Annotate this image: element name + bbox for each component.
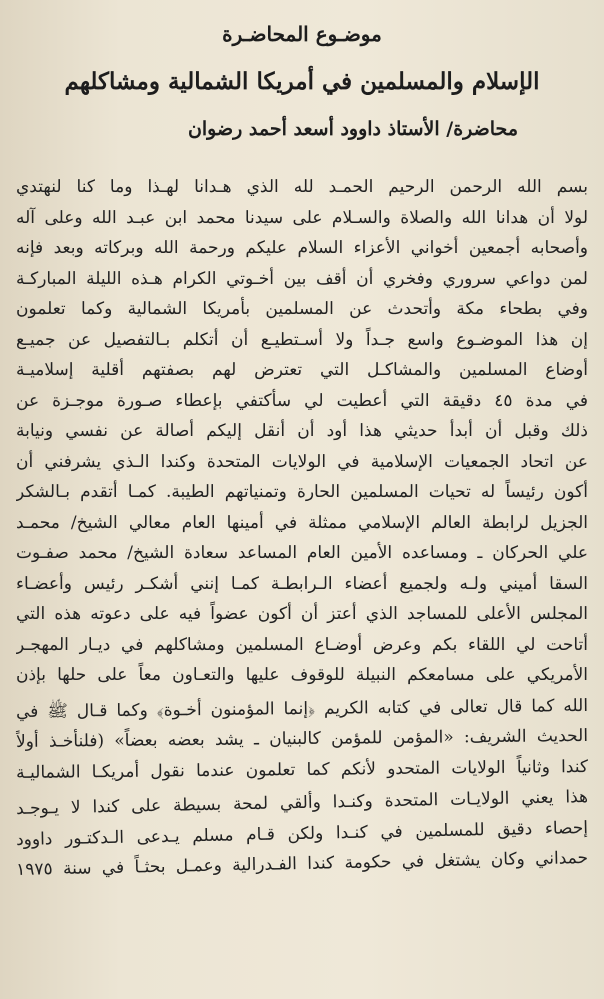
text-line: لولا أن هدانا الله والصلاة والسـلام على سيدنا محمد ابن عبـد الله وعلى آله [16, 207, 588, 228]
text-line: إن هذا الموضـوع واسع جـداً ولا أسـتطيـع أن أتكلم بـالتفصيل عن جميـع [16, 329, 588, 350]
text-line: أكون رئيساً له تحيات المسلمين الحارة وتمنياتهم الطيبة. كمـا أتقدم بـالشكر [16, 482, 588, 502]
text-line: وفي بطحاء مكة وأتحدث عن المسلمين بأمريكا الشمالية وكما تعلمون [16, 299, 588, 319]
text-line: الحديث الشريف: «المؤمن للمؤمن كالبنيان ـ يشد بعضه بعضاً» (فلنأخـذ أولاً [15, 726, 589, 752]
lecture-title: الإسلام والمسلمين في أمريكا الشمالية ومشاكلهم [64, 68, 540, 95]
text-line: حمداني وكان يشتغل في حكومة كندا الفـدرالية وعمـل بحثـاً في سنة ١٩٧٥ [15, 848, 589, 880]
text-line: الجزيل لرابطة العالم الإسلامي ممثلة في أمينها العام معالي الشيخ/ محمـد [16, 512, 588, 533]
text-line: الأمريكي على مسامعكم النبيلة للوقوف عليها والتعـاون معاً على حلها بإذن [16, 665, 588, 685]
text-line: بسم الله الرحمن الرحيم الحمـد لله الذي هـدانا لهـذا وما كنا لنهتدي [16, 177, 588, 197]
text-line: لمن دواعي سروري وفخري أن أقف بين أخـوتي الكرام هـذه الليلة المباركـة [16, 268, 588, 289]
text-line: السقا أميني ولـه ولجميع أعضاء الـرابطـة كمـا إنني أشكـر رئيس وأعضـاء [16, 573, 588, 594]
lecture-body-text [15, 172, 589, 880]
text-line: إحصاء دقيق للمسلمين في كنـدا ولكن قـام مسلم يـدعى الـدكتـور داوود [15, 817, 589, 850]
text-line: كندا وثانياً الولايات المتحدو لأنكم كما تعلمون عندما نقول أمريكـا الشماليـة [15, 756, 589, 783]
text-line: أتاحت لي اللقاء بكم وعرض أوضـاع المسلمين ومشاكلهم في ديـار المهجـر [16, 634, 588, 655]
text-line: المجلس الأعلى للمساجد الذي أعتز أن أكون عضواً فيه على دعوته هذه التي [16, 604, 588, 624]
text-line: هذا يعني الولايـات المتحدة وكنـدا وألقي لمحة بسيطة على كندا لا يـوجـد [15, 787, 589, 819]
text-line: وأصحابه أجمعين أخواني الأعزاء السلام عليكم ورحمة الله وبركاته وبعد فإنه [16, 238, 588, 258]
text-line: عن اتحاد الجمعيات الإسلامية في الولايات المتحدة وكندا الـذي يشرفني أن [16, 451, 588, 472]
text-line: في مدة ٤٥ دقيقة التي أعطيت لي سأكتفي بإعطاء صـورة موجـزة عن [16, 390, 588, 411]
text-line: أوضاع المسلمين والمشاكـل التي تعترض لهم بصفتهم أقلية إسلاميـة [16, 360, 588, 380]
text-line: الله كما قال تعالى في كتابه الكريم ﴿إنما المؤمنون أخـوة﴾ وكما قـال ﷺ في [15, 695, 589, 722]
lecture-topic-heading: موضـوع المحاضـرة [222, 22, 382, 46]
text-line: علي الحركان ـ ومساعده الأمين العام المساعد سعادة الشيخ/ محمد صفـوت [16, 543, 588, 563]
text-line: ذلك وقبل أن أبدأ حديثي هذا أود أن أنقل إليكم أصالة عن نفسي ونيابة [16, 421, 588, 441]
lecture-speaker: محاضرة/ الأستاذ داوود أسعد أحمد رضوان [187, 118, 518, 140]
